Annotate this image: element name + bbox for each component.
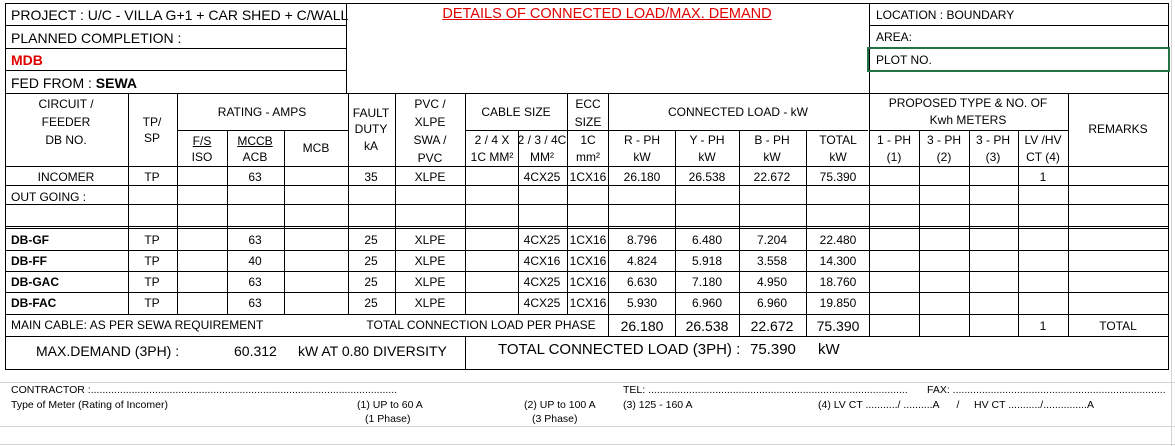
plot-label: PLOT NO. (876, 53, 932, 67)
total-connected-label: TOTAL CONNECTED LOAD (3PH) : (498, 341, 741, 358)
col-meter-4: CT (4) (1026, 150, 1060, 164)
row-y: 6.480 (691, 233, 723, 247)
total-b: 22.672 (750, 318, 794, 334)
row-y: 5.918 (691, 254, 723, 268)
col-cable: CABLE SIZE (481, 105, 551, 119)
col-ecc: SIZE (574, 115, 602, 129)
col-mccb: ACB (242, 150, 268, 164)
row-tp: TP (144, 254, 160, 268)
meter-option-1-phase: (1 Phase) (365, 413, 411, 425)
incomer-meter-4: 1 (1039, 170, 1047, 184)
incomer-pvc: XLPE (414, 170, 446, 184)
row-pvc: XLPE (414, 275, 446, 289)
total-per-phase-label: TOTAL CONNECTION LOAD PER PHASE (366, 318, 596, 332)
col-fault: FAULT (352, 106, 390, 120)
row-fault: 25 (364, 275, 378, 289)
row-cable: 4CX25 (523, 233, 561, 247)
meter-option-2-phase: (3 Phase) (532, 413, 578, 425)
row-b: 7.204 (756, 233, 788, 247)
incomer-fault: 35 (364, 170, 378, 184)
row-cable: 4CX16 (523, 254, 561, 268)
meter-option-1: (1) UP to 60 A (357, 399, 423, 411)
row-pvc: XLPE (414, 233, 446, 247)
total-remark: TOTAL (1099, 319, 1137, 333)
row-b: 6.960 (756, 296, 788, 310)
page-title: DETAILS OF CONNECTED LOAD/MAX. DEMAND (442, 6, 772, 22)
row-total: 18.760 (819, 275, 857, 289)
col-meter-3: 3 - PH (975, 133, 1011, 147)
incomer-tp: TP (144, 170, 160, 184)
col-total: kW (829, 150, 847, 164)
col-pvc: PVC (417, 151, 443, 165)
col-fault: kA (363, 139, 379, 153)
meter-option-2: (2) UP to 100 A (524, 399, 596, 411)
col-y-ph: kW (698, 150, 716, 164)
incomer-name: INCOMER (37, 170, 95, 184)
col-rating: RATING - AMPS (217, 105, 307, 119)
row-b: 4.950 (756, 275, 788, 289)
col-meter-4: LV /HV (1024, 133, 1062, 147)
main-cable-note: MAIN CABLE: AS PER SEWA REQUIREMENT (11, 318, 264, 332)
row-y: 7.180 (691, 275, 723, 289)
gridline (1171, 0, 1172, 446)
gridline (0, 426, 1175, 427)
col-pvc: XLPE (414, 115, 446, 129)
row-r: 4.824 (626, 254, 658, 268)
total-y: 26.538 (685, 318, 729, 334)
col-pvc: PVC / (414, 97, 446, 111)
col-mcb: MCB (302, 141, 330, 155)
total-connected-unit: kW (818, 341, 840, 358)
row-tp: TP (144, 296, 160, 310)
row-ecc: 1CX16 (569, 254, 607, 268)
row-r: 6.630 (626, 275, 658, 289)
row-name: DB-FAC (11, 296, 57, 310)
row-b: 3.558 (756, 254, 788, 268)
col-meter-1: (1) (886, 150, 902, 164)
total-meter-4: 1 (1039, 319, 1047, 333)
row-mccb: 63 (248, 275, 262, 289)
contractor-field: CONTRACTOR :......................................................................................................... (11, 384, 398, 396)
row-ecc: 1CX16 (569, 275, 607, 289)
row-y: 6.960 (691, 296, 723, 310)
col-cable-a: 1C MM² (470, 150, 514, 164)
row-tp: TP (144, 275, 160, 289)
col-r-ph: kW (633, 150, 651, 164)
col-remarks: REMARKS (1088, 122, 1148, 136)
col-total: TOTAL (819, 133, 857, 147)
incomer-cable: 4CX25 (523, 170, 561, 184)
row-total: 22.480 (819, 233, 857, 247)
fed-from (11, 75, 137, 91)
row-mccb: 63 (248, 233, 262, 247)
col-meter-1: 1 - PH (876, 133, 912, 147)
row-r: 8.796 (626, 233, 658, 247)
fax-field: FAX: ......................................................................... (927, 384, 1166, 396)
diversity-note: kW AT 0.80 DIVERSITY (298, 343, 447, 359)
fed-from-label: FED FROM : (11, 75, 96, 91)
row-ecc: 1CX16 (569, 233, 607, 247)
col-cable-b: 2 / 3 / 4C (517, 133, 567, 147)
incomer-y: 26.538 (688, 170, 726, 184)
col-mccb: MCCB (237, 134, 273, 148)
col-meter-2: (2) (936, 150, 952, 164)
col-fs: ISO (191, 150, 213, 164)
meter-option-4: (4) LV CT .........../ ..........A / HV CT .........../...............A (818, 399, 1094, 411)
col-r-ph: R - PH (624, 133, 660, 147)
meter-type-label: Type of Meter (Rating of Incomer) (11, 399, 168, 411)
row-tp: TP (144, 233, 160, 247)
outgoing-label: OUT GOING : (11, 190, 87, 204)
col-fault: DUTY (354, 122, 388, 136)
row-fault: 25 (364, 233, 378, 247)
meter-option-3: (3) 125 - 160 A (623, 399, 693, 411)
row-mccb: 63 (248, 296, 262, 310)
row-cable: 4CX25 (523, 275, 561, 289)
col-b-ph: kW (763, 150, 781, 164)
col-ecc: mm² (576, 150, 600, 164)
col-circuit: FEEDER (41, 115, 91, 129)
row-name: DB-FF (11, 254, 47, 268)
col-y-ph: Y - PH (689, 133, 725, 147)
row-fault: 25 (364, 296, 378, 310)
row-r: 5.930 (626, 296, 658, 310)
total-total: 75.390 (816, 318, 860, 334)
row-total: 14.300 (819, 254, 857, 268)
row-cable: 4CX25 (523, 296, 561, 310)
board-name: MDB (11, 52, 43, 68)
row-mccb: 40 (248, 254, 262, 268)
area-label: AREA: (876, 30, 913, 44)
incomer-b: 22.672 (753, 170, 791, 184)
col-connected-load: CONNECTED LOAD - kW (667, 105, 809, 119)
row-fault: 25 (364, 254, 378, 268)
col-fs: F/S (192, 134, 212, 148)
total-connected-value: 75.390 (750, 341, 796, 358)
col-cable-a: 2 / 4 X (474, 133, 510, 147)
col-circuit: CIRCUIT / (38, 97, 94, 111)
row-total: 19.850 (819, 296, 857, 310)
col-b-ph: B - PH (754, 133, 790, 147)
total-r: 26.180 (620, 318, 664, 334)
col-meters: Kwh METERS (929, 113, 1007, 127)
max-demand-value: 60.312 (234, 343, 277, 359)
project-label: PROJECT : U/C - VILLA G+1 + CAR SHED + C/WALL (11, 7, 349, 23)
col-meter-3: (3) (985, 150, 1001, 164)
row-name: DB-GAC (11, 275, 59, 289)
planned-completion-label: PLANNED COMPLETION : (11, 30, 182, 46)
incomer-total: 75.390 (819, 170, 857, 184)
row-name: DB-GF (11, 233, 49, 247)
col-meter-2: 3 - PH (926, 133, 962, 147)
col-ecc: 1C (580, 133, 596, 147)
col-tpsp: TP/ (142, 115, 162, 129)
row-pvc: XLPE (414, 296, 446, 310)
row-ecc: 1CX16 (569, 296, 607, 310)
col-circuit: DB NO. (45, 133, 87, 147)
location-label: LOCATION : BOUNDARY (876, 8, 1015, 22)
max-demand-label: MAX.DEMAND (3PH) : (36, 343, 180, 359)
col-tpsp: SP (143, 131, 161, 145)
gridline (0, 382, 1175, 383)
col-cable-b: MM² (530, 150, 554, 164)
col-pvc: SWA / (413, 133, 447, 147)
gridline (0, 444, 1175, 445)
fed-from-value: SEWA (95, 75, 138, 91)
row-pvc: XLPE (414, 254, 446, 268)
col-ecc: ECC (575, 97, 601, 111)
incomer-mccb: 63 (248, 170, 262, 184)
tel-field: TEL: ......................................................................................... (623, 384, 908, 396)
col-meters: PROPOSED TYPE & NO. OF (888, 96, 1048, 110)
incomer-ecc: 1CX16 (569, 170, 607, 184)
incomer-r: 26.180 (623, 170, 661, 184)
